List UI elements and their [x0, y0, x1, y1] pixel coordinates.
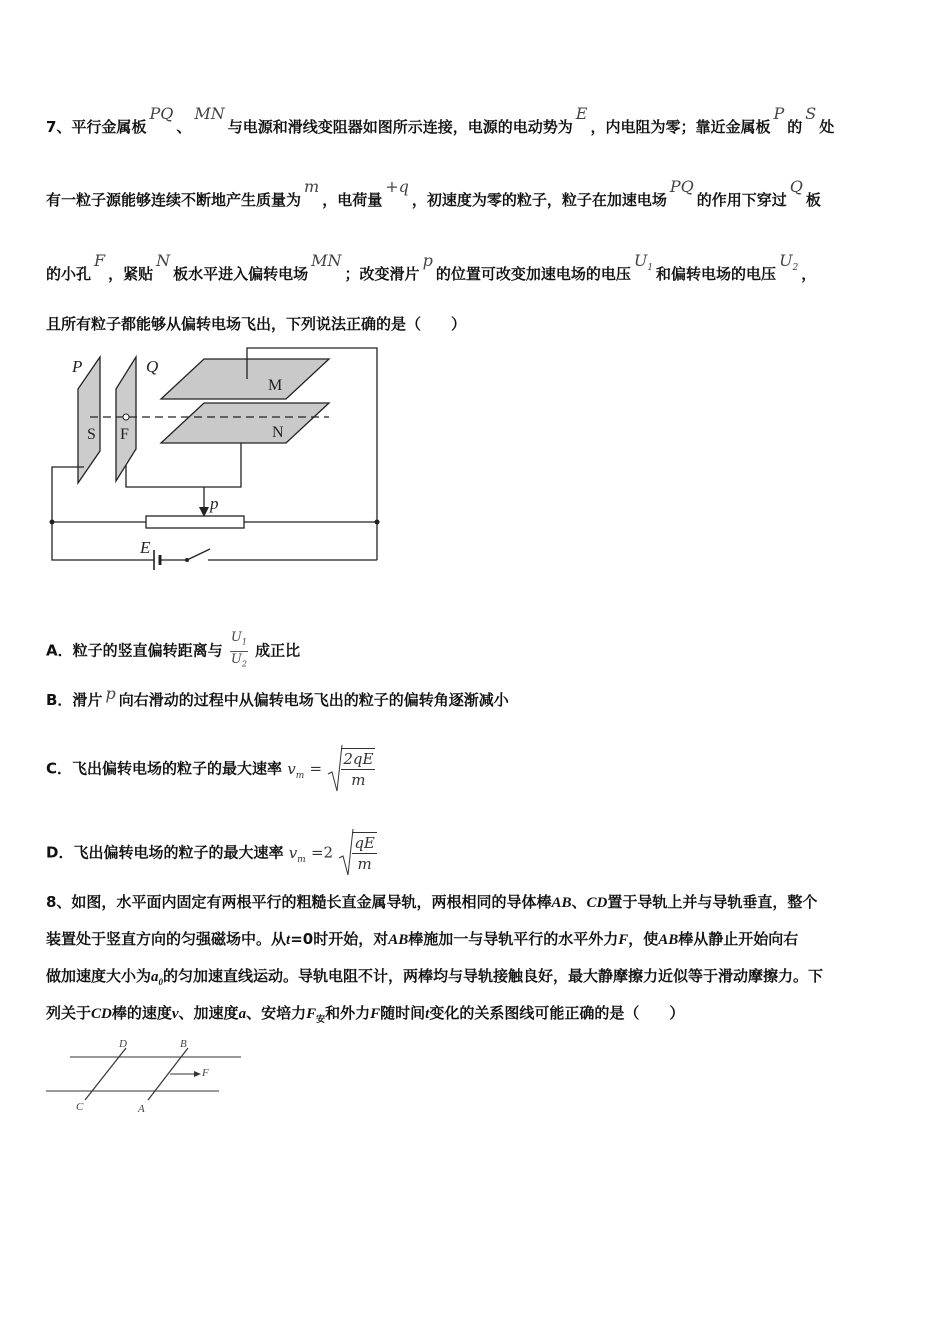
- sub: 安: [316, 1014, 326, 1024]
- text: 、: [571, 893, 587, 911]
- v: v: [288, 843, 298, 862]
- q8-rails-figure: [44, 1036, 249, 1116]
- math-F: F: [370, 1006, 381, 1022]
- text: 、加速度: [178, 1004, 239, 1022]
- u: U: [230, 630, 242, 645]
- u: U: [633, 251, 648, 270]
- q7-line-4: 且所有粒子都能够从偏转电场飞出，下列说法正确的是（ ）: [46, 315, 467, 333]
- math-N: N: [156, 251, 171, 270]
- sub: 2: [241, 659, 247, 669]
- sub: m: [297, 854, 306, 865]
- a: a: [151, 969, 159, 985]
- math-a: a: [238, 1006, 247, 1022]
- sub: 1: [647, 263, 654, 274]
- text: 变化的关系图线可能正确的是（ ）: [429, 1004, 685, 1022]
- math-AB: AB: [658, 932, 679, 948]
- q8-line-4: [46, 1003, 684, 1029]
- denominator: m: [357, 855, 372, 873]
- math-MN: MN: [194, 104, 225, 123]
- f: F: [306, 1006, 317, 1022]
- text: 的: [787, 118, 803, 136]
- text: ，紧贴: [108, 265, 154, 283]
- text: 有一粒子源能够连续不断地产生质量为: [46, 191, 302, 209]
- text: A．粒子的竖直偏转距离与: [46, 641, 223, 660]
- label-S: S: [87, 426, 96, 443]
- math-F-an: [306, 1006, 325, 1022]
- label-N: N: [272, 424, 284, 441]
- text: 成正比: [255, 641, 301, 660]
- label-Q: Q: [146, 357, 159, 376]
- text: 板水平进入偏转电场: [173, 265, 309, 283]
- force-arrowhead: [194, 1071, 201, 1077]
- q8-line-3: [46, 966, 823, 992]
- q8-line-1: [46, 892, 817, 913]
- equals: =: [309, 759, 323, 778]
- text: 做加速度大小为: [46, 967, 152, 985]
- math-p: p: [422, 251, 433, 270]
- sub: 2: [792, 263, 799, 274]
- math-CD: CD: [91, 1006, 112, 1022]
- math-t: t: [425, 1006, 430, 1022]
- equals: =2: [310, 843, 334, 862]
- text: 的位置可改变加速电场的电压: [435, 265, 631, 283]
- numerator: 2qE: [343, 750, 374, 768]
- math-q: +q: [385, 177, 409, 196]
- u: U: [230, 651, 242, 667]
- label-D: D: [119, 1038, 127, 1050]
- math-CD: CD: [586, 895, 608, 911]
- text: 向右滑动的过程中从偏转电场飞出的粒子的偏转角逐渐减小: [118, 691, 509, 709]
- text: ；改变滑片: [344, 265, 420, 283]
- math-E: E: [575, 104, 588, 123]
- v: v: [287, 759, 296, 778]
- text: 处: [819, 118, 835, 136]
- math-MN: MN: [311, 251, 342, 270]
- q8-line-2: [46, 929, 798, 950]
- text: 列关于: [46, 1004, 92, 1022]
- math-PQ: PQ: [149, 104, 174, 123]
- text: ，电荷量: [322, 191, 383, 209]
- text: 的小孔: [46, 265, 92, 283]
- label-P: P: [72, 357, 83, 376]
- label-A: A: [138, 1103, 145, 1115]
- text: ，: [801, 265, 817, 283]
- math-AB: AB: [551, 895, 572, 911]
- numerator: qE: [354, 834, 375, 852]
- text: 板: [805, 191, 821, 209]
- text: =0时开始，对: [290, 930, 389, 948]
- text: ，内电阻为零；靠近金属板: [590, 118, 771, 136]
- text: 的作用下穿过: [696, 191, 787, 209]
- math-m: m: [304, 177, 320, 196]
- text: 棒的速度: [111, 1004, 172, 1022]
- math-S: S: [805, 104, 817, 123]
- text: B．滑片: [46, 691, 103, 709]
- math-t: t: [286, 932, 291, 948]
- math-a0: [151, 969, 163, 985]
- text: 8、如图，水平面内固定有两根平行的粗糙长直金属导轨，两根相同的导体棒: [46, 893, 552, 911]
- text: 随时间: [380, 1004, 426, 1022]
- math-v: v: [171, 1006, 179, 1022]
- text: 装置处于竖直方向的匀强磁场中。从: [46, 930, 287, 948]
- label-B: B: [180, 1038, 187, 1050]
- sub: m: [295, 770, 305, 781]
- text: ，初速度为零的粒子，粒子在加速电场: [411, 191, 667, 209]
- sub: 1: [241, 637, 247, 647]
- text: 棒施加一与导轨平行的水平外力: [408, 930, 619, 948]
- denominator: m: [351, 771, 366, 789]
- math-F: F: [618, 932, 629, 948]
- text: C．飞出偏转电场的粒子的最大速率: [46, 759, 283, 778]
- math-AB: AB: [388, 932, 409, 948]
- label-C: C: [76, 1101, 84, 1113]
- text: 和偏转电场的电压: [656, 265, 777, 283]
- math-Q: Q: [789, 177, 803, 196]
- label-F: F: [120, 426, 129, 443]
- math-p: p: [105, 684, 116, 703]
- text: 的匀加速直线运动。导轨电阻不计，两棒均与导轨接触良好，最大静摩擦力近似等于滑动摩擦力。下: [163, 967, 824, 985]
- text: 、安培力: [246, 1004, 307, 1022]
- text: 置于导轨上并与导轨垂直，整个: [607, 893, 818, 911]
- text: D．飞出偏转电场的粒子的最大速率: [46, 843, 284, 862]
- label-M: M: [268, 377, 283, 394]
- text: 、: [176, 118, 192, 136]
- text: 棒从静止开始向右: [678, 930, 799, 948]
- text: 7、平行金属板: [46, 118, 147, 136]
- sub: 0: [158, 977, 164, 987]
- math-PQ: PQ: [669, 177, 694, 196]
- math-P: P: [773, 104, 785, 123]
- label-E: E: [140, 538, 151, 557]
- text: 与电源和滑线变阻器如图所示连接，电源的电动势为: [227, 118, 573, 136]
- text: ，使: [628, 930, 659, 948]
- text: 和外力: [325, 1004, 371, 1022]
- label-F: F: [202, 1067, 209, 1079]
- label-p: p: [210, 494, 219, 513]
- math-F: F: [94, 251, 106, 270]
- u: U: [779, 251, 793, 270]
- rod-CD: [85, 1048, 126, 1100]
